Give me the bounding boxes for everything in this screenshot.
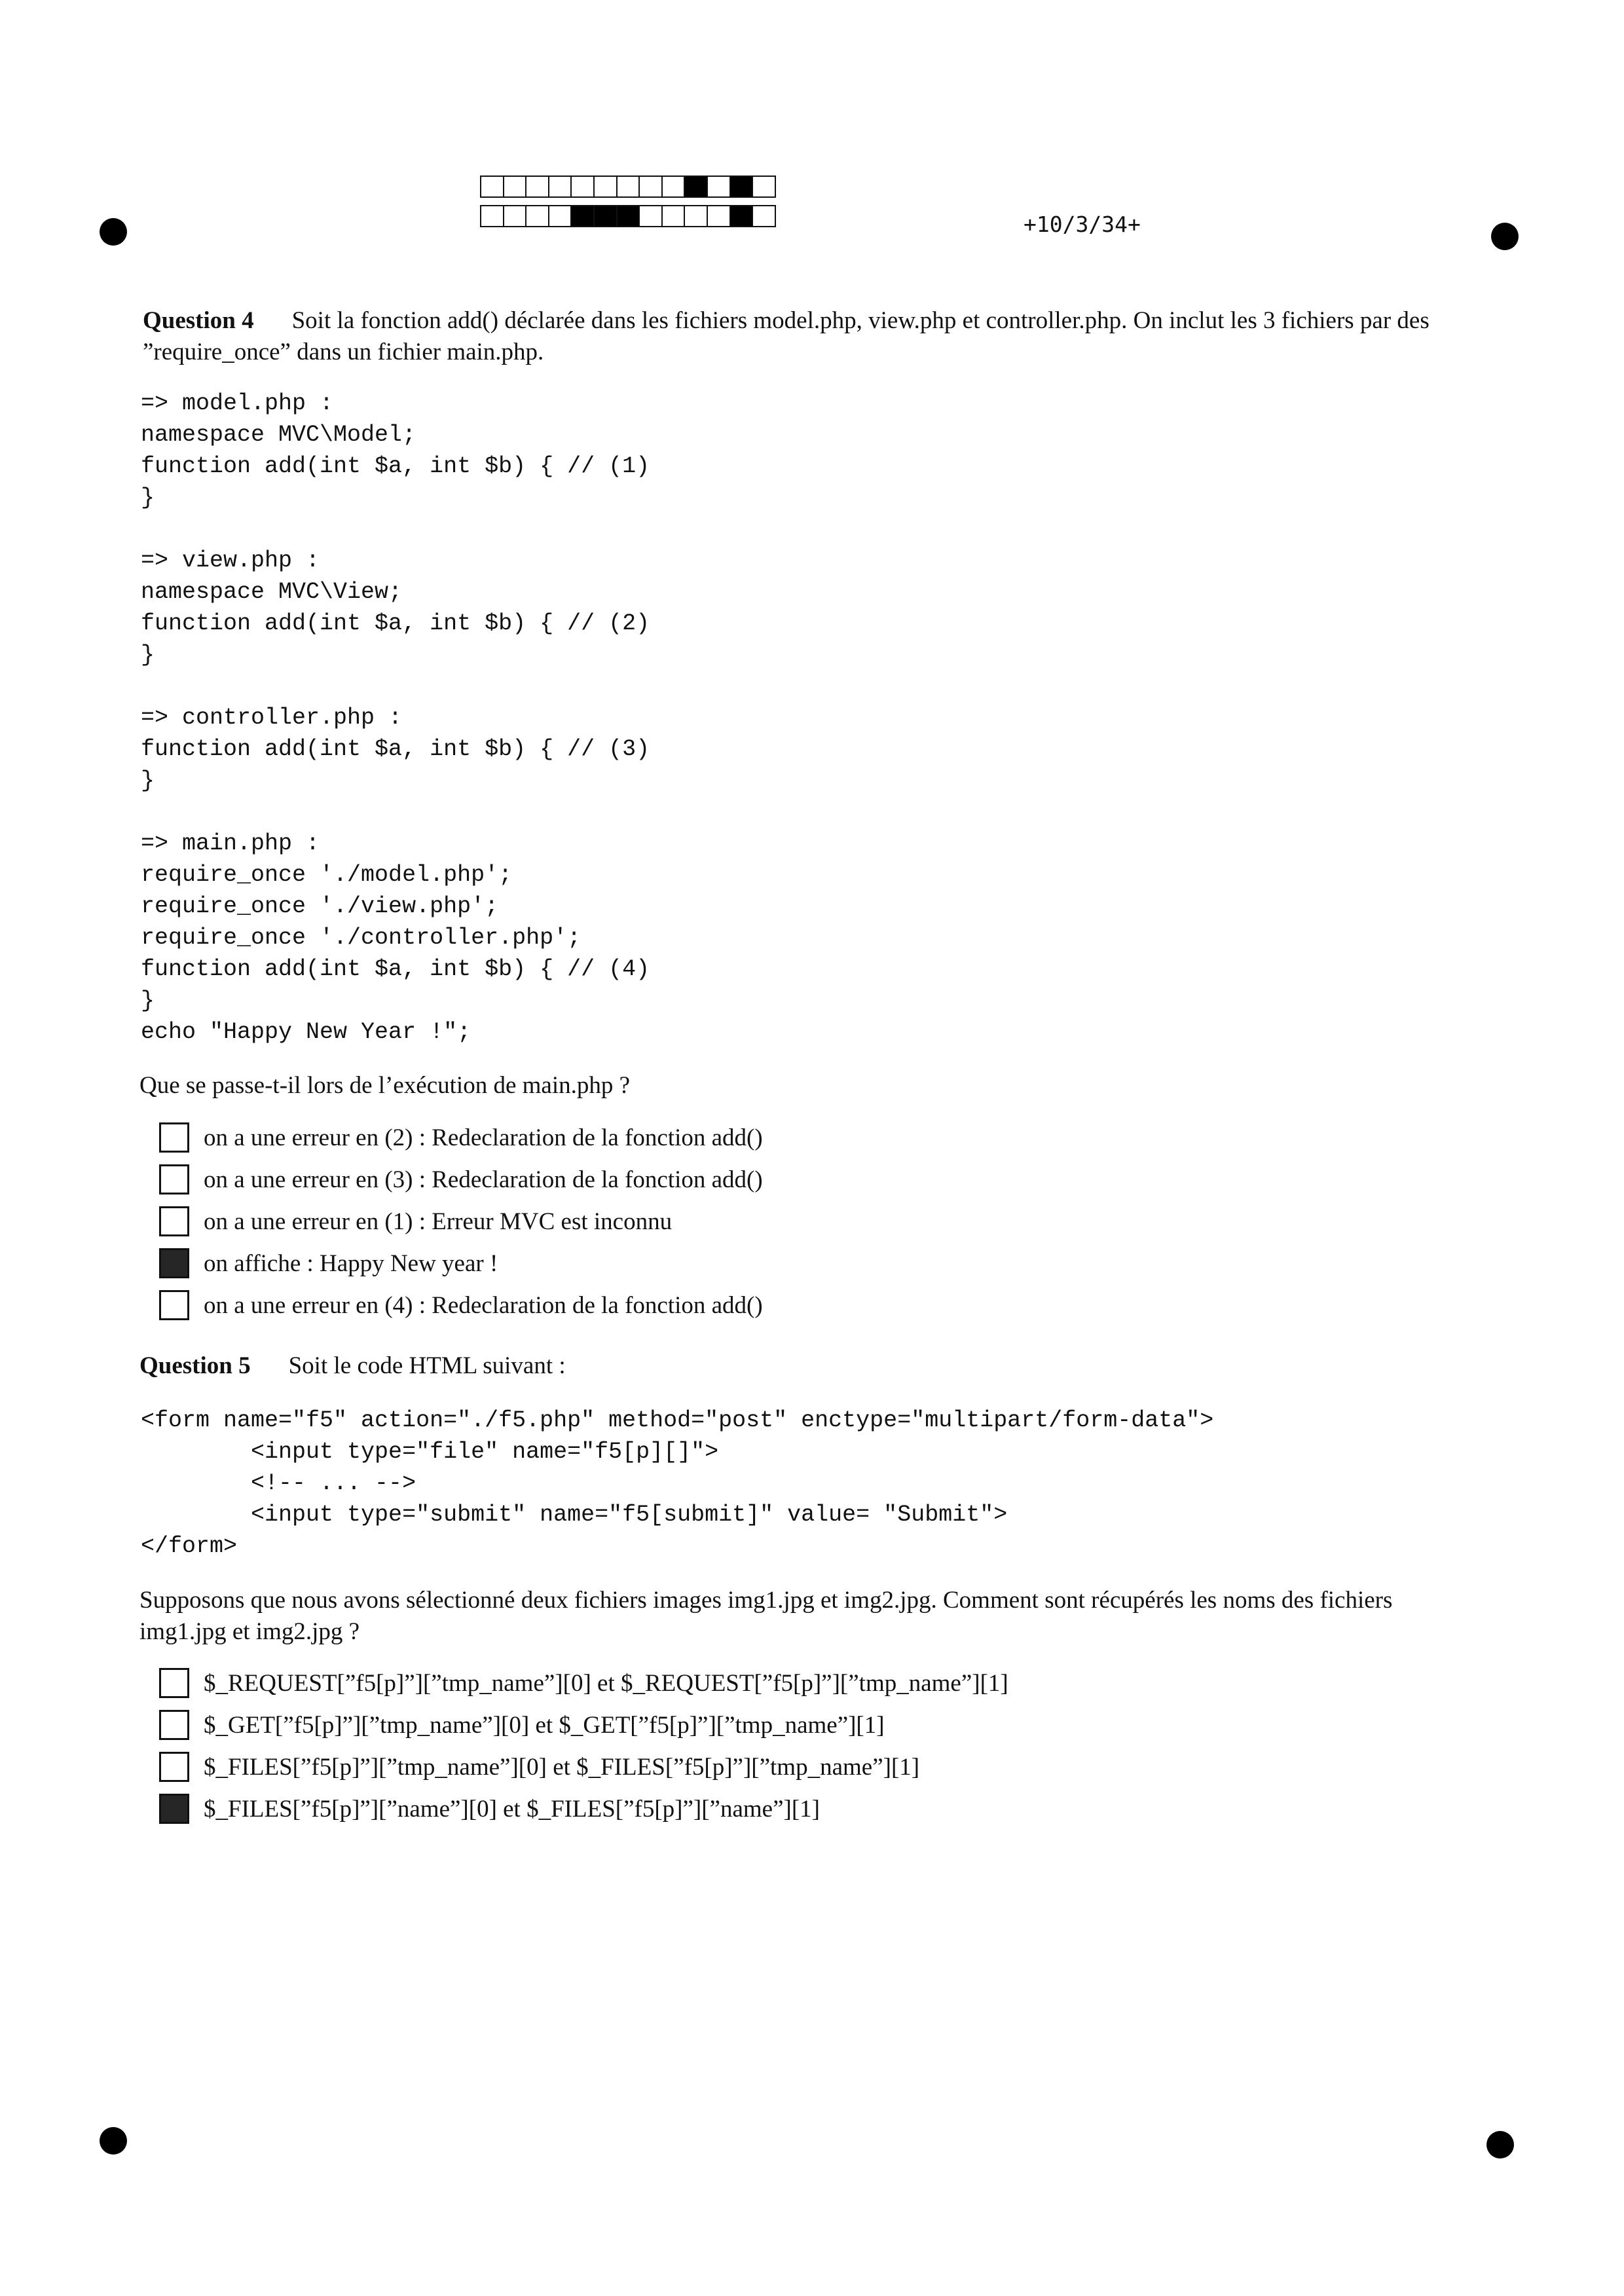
barcode-cell [549,206,572,226]
barcode-row-top [480,176,776,198]
question-4-code: => model.php : namespace MVC\Model; function add(int $a, int $b) { // (1) } => view.php : namespace MVC\View; function add(int $a, int $b) { // (2) } => controller.php : function add(int $a, int $b) { // (3) } => main.php : require_once './model.php'; require_once './view.php'; require_once './controller.php'; function add(int $a, int $b) { // (4) } echo "Happy New Year !"; [141,390,650,1045]
q4-option[interactable] [159,1117,763,1158]
barcode-cell [618,206,640,226]
checkbox[interactable] [159,1206,189,1236]
q5-option[interactable] [159,1662,1008,1704]
question-5-heading [139,1350,566,1382]
q5-option[interactable] [159,1788,1008,1830]
barcode-cell [685,206,708,226]
barcode-row-bottom [480,205,776,227]
barcode-cell [640,206,663,226]
registration-mark-bottom-right [1486,2131,1514,2158]
barcode-cell [685,177,708,196]
option-label: on a une erreur en (2) : Redeclaration de la fonction add() [204,1124,763,1151]
barcode-cell [708,206,731,226]
question-5-code: <form name="f5" action="./f5.php" method="post" enctype="multipart/form-data"> <input type="file" name="f5[p][]"> <!-- ... --> <input type="submit" name="f5[submit]" value= "Submit"> </form> [141,1407,1214,1559]
q4-option[interactable] [159,1284,763,1326]
checkbox[interactable] [159,1122,189,1153]
checkbox-checked[interactable] [159,1794,189,1824]
checkbox[interactable] [159,1752,189,1782]
option-label: $_FILES[”f5[p]”][”tmp_name”][0] et $_FILES[”f5[p]”][”tmp_name”][1] [204,1753,920,1781]
checkbox[interactable] [159,1668,189,1698]
barcode-cell [731,206,754,226]
question-5-options [159,1662,1008,1830]
option-label: $_GET[”f5[p]”][”tmp_name”][0] et $_GET[”f5[p]”][”tmp_name”][1] [204,1711,885,1739]
barcode-cell [481,177,504,196]
checkbox[interactable] [159,1710,189,1740]
question-4-options [159,1117,763,1326]
barcode-cell [618,177,640,196]
q4-option[interactable] [159,1242,763,1284]
q4-option[interactable] [159,1158,763,1200]
registration-mark-bottom-left [100,2127,127,2155]
option-label: on a une erreur en (3) : Redeclaration de la fonction add() [204,1166,763,1193]
barcode-cell [640,177,663,196]
question-4-text: Soit la fonction add() déclarée dans les fichiers model.php, view.php et controller.php. On inclut les 3 fichiers par des ”require_once” dans un fichier main.php. [143,307,1430,365]
question-5-text: Soit le code HTML suivant : [288,1352,566,1379]
barcode-cell [504,177,527,196]
option-label: on affiche : Happy New year ! [204,1250,498,1277]
barcode-cell [526,177,549,196]
checkbox[interactable] [159,1290,189,1320]
barcode-cell [526,206,549,226]
barcode-cell [663,206,686,226]
registration-mark-top-right [1491,223,1519,250]
barcode-cell [595,206,618,226]
q4-option[interactable] [159,1200,763,1242]
barcode-cell [572,177,595,196]
question-4-heading [143,305,1485,368]
barcode-cell [753,206,775,226]
question-5-label: Question 5 [139,1352,251,1379]
barcode-cell [753,177,775,196]
checkbox-checked[interactable] [159,1248,189,1278]
barcode-cell [731,177,754,196]
option-label: on a une erreur en (4) : Redeclaration de la fonction add() [204,1291,763,1319]
page-id: +10/3/34+ [1024,212,1141,237]
registration-mark-top-left [100,218,127,246]
q5-option[interactable] [159,1746,1008,1788]
option-label: $_FILES[”f5[p]”][”name”][0] et $_FILES[”f5[p]”][”name”][1] [204,1795,820,1823]
barcode-cell [481,206,504,226]
checkbox[interactable] [159,1164,189,1194]
question-5-prompt: Supposons que nous avons sélectionné deux fichiers images img1.jpg et img2.jpg. Comment sont récupérés les noms des fichiers img1.jpg et img2.jpg ? [139,1587,1393,1645]
barcode-cell [549,177,572,196]
option-label: on a une erreur en (1) : Erreur MVC est inconnu [204,1208,673,1235]
barcode-cell [504,206,527,226]
barcode-cell [595,177,618,196]
question-4-prompt: Que se passe-t-il lors de l’exécution de main.php ? [139,1072,631,1099]
question-4-label: Question 4 [143,307,254,334]
option-label: $_REQUEST[”f5[p]”][”tmp_name”][0] et $_REQUEST[”f5[p]”][”tmp_name”][1] [204,1669,1008,1697]
q5-option[interactable] [159,1704,1008,1746]
barcode-cell [663,177,686,196]
barcode-cell [572,206,595,226]
barcode-cell [708,177,731,196]
